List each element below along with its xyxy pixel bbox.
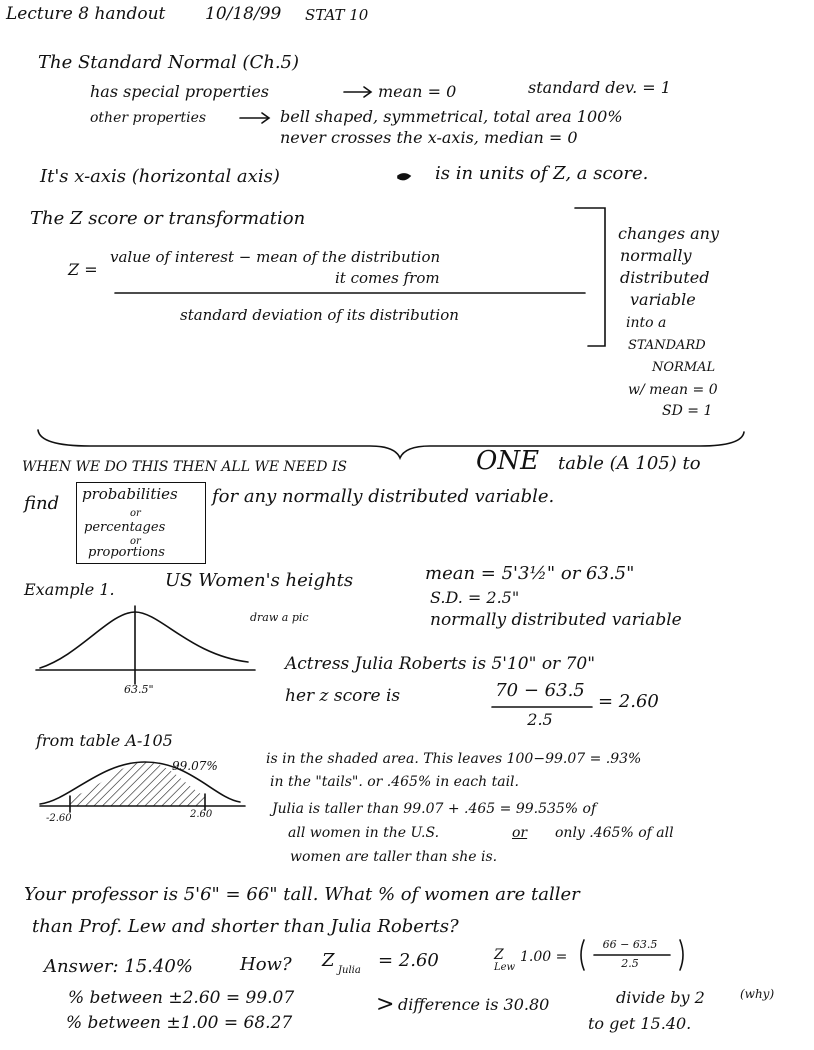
date-label: 10/18/99	[205, 4, 282, 24]
normal-curve-heights	[40, 612, 248, 668]
question-line-1: Your professor is 5'6" = 66" tall. What % of women are taller	[24, 884, 580, 905]
one-emphasis: ONE	[476, 446, 540, 476]
curly-brace	[38, 430, 744, 458]
left-bound: -2.60	[46, 813, 72, 824]
xaxis-line: It's x-axis (horizontal axis)	[40, 166, 280, 187]
zscore-title: The Z score or transformation	[30, 208, 306, 229]
zscore-numerator: value of interest − mean of the distribution	[110, 248, 441, 266]
note-6: women are taller than she is.	[290, 849, 498, 865]
example-mean: mean = 5'3½" or 63.5"	[425, 563, 635, 584]
z-julia-symbol: Z	[322, 950, 335, 971]
z-lew-value: 1.00 =	[520, 949, 568, 965]
note-1: is in the shaded area. This leaves 100−99.07 = .93%	[266, 751, 642, 767]
example-sd: S.D. = 2.5"	[430, 588, 520, 607]
question-line-2: than Prof. Lew and shorter than Julia Roberts?	[32, 916, 459, 937]
between-2-60: % between ±2.60 = 99.07	[68, 988, 295, 1008]
z-lew-symbol: Z	[494, 947, 504, 963]
side-note-1: changes any	[618, 224, 719, 243]
boxed-percentages: percentages	[84, 520, 166, 535]
note-3: Julia is taller than 99.07 + .465 = 99.535% of	[272, 801, 597, 817]
to-get-result: to get 15.40.	[588, 1014, 692, 1033]
one-table-line1: WHEN WE DO THIS THEN ALL WE NEED IS	[22, 459, 348, 475]
xaxis-units: is in units of Z, a score.	[435, 163, 649, 184]
side-note-6: STANDARD	[628, 338, 706, 353]
z-lew-subscript: Lew	[494, 962, 516, 973]
between-1-00: % between ±1.00 = 68.27	[66, 1013, 293, 1033]
note-or: or	[512, 825, 528, 841]
boxed-or-1: or	[130, 508, 141, 519]
example-normal: normally distributed variable	[430, 610, 682, 630]
zscore-denominator: standard deviation of its distribution	[180, 306, 459, 324]
boxed-probabilities: probabilities	[82, 485, 178, 503]
z-fraction-denominator: 2.5	[527, 710, 553, 729]
difference: difference is 30.80	[398, 995, 550, 1014]
her-z-score: her z score is	[285, 686, 401, 706]
special-properties: has special properties	[90, 82, 269, 101]
draw-a-pic: draw a pic	[250, 611, 309, 624]
side-note-7: NORMAL	[652, 360, 716, 375]
side-note-4: variable	[630, 290, 696, 309]
side-note-3: distributed	[620, 268, 710, 287]
section-title-standard-normal: The Standard Normal (Ch.5)	[38, 52, 300, 73]
find-word: find	[24, 493, 60, 514]
other-properties-list: bell shaped, symmetrical, total area 100%	[280, 107, 623, 126]
note-2: in the "tails". or .465% in each tail.	[270, 774, 519, 790]
z-result: = 2.60	[598, 691, 659, 712]
julia-line: Actress Julia Roberts is 5'10" or 70"	[285, 654, 596, 674]
scribble-blot	[398, 174, 410, 180]
side-note-8: w/ mean = 0	[628, 382, 718, 398]
z-fraction-numerator: 70 − 63.5	[495, 680, 585, 701]
table-a105-label: from table A-105	[36, 731, 173, 750]
example-label: Example 1.	[24, 580, 115, 599]
lew-fraction-numerator: 66 − 63.5	[602, 938, 658, 951]
arrow-icon-2	[240, 113, 269, 123]
other-properties: other properties	[90, 110, 207, 126]
arrow-icon-1	[344, 87, 371, 97]
side-note-5: into a	[626, 315, 667, 331]
side-note-9: SD = 1	[662, 403, 713, 419]
lew-fraction-denominator: 2.5	[621, 957, 639, 970]
z-julia-value: = 2.60	[378, 950, 439, 971]
note-4: all women in the U.S.	[288, 825, 440, 841]
other-properties-list-2: never crosses the x-axis, median = 0	[280, 128, 578, 147]
boxed-proportions: proportions	[88, 545, 165, 560]
paren-left	[581, 940, 584, 970]
paren-right	[680, 940, 683, 970]
diff-bracket: >	[376, 992, 395, 1017]
answer-label: Answer: 15.40%	[44, 956, 193, 977]
why-note: (why)	[740, 987, 775, 1001]
right-bound: 2.60	[190, 809, 213, 820]
lecture-label: Lecture 8 handout	[6, 4, 166, 24]
boxed-or-2: or	[130, 536, 141, 547]
shaded-pct: 99.07%	[172, 759, 218, 773]
one-table-line1b: table (A 105) to	[558, 453, 701, 474]
shaded-area	[70, 762, 205, 806]
answer-how: How?	[240, 954, 292, 975]
curve-mean-label: 63.5"	[124, 683, 154, 696]
z-julia-subscript: Julia	[338, 965, 361, 976]
zscore-numerator-2: it comes from	[335, 269, 440, 287]
z-equals: Z =	[68, 260, 98, 279]
sd-one: standard dev. = 1	[528, 78, 671, 97]
one-table-line2: for any normally distributed variable.	[212, 486, 555, 507]
side-note-2: normally	[620, 246, 692, 265]
zscore-bracket	[575, 208, 605, 346]
course-label: STAT 10	[305, 6, 369, 24]
note-5: only .465% of all	[555, 825, 674, 841]
example-title: US Women's heights	[165, 570, 354, 591]
divide-by-2: divide by 2	[616, 988, 705, 1007]
mean-zero: mean = 0	[378, 82, 457, 101]
